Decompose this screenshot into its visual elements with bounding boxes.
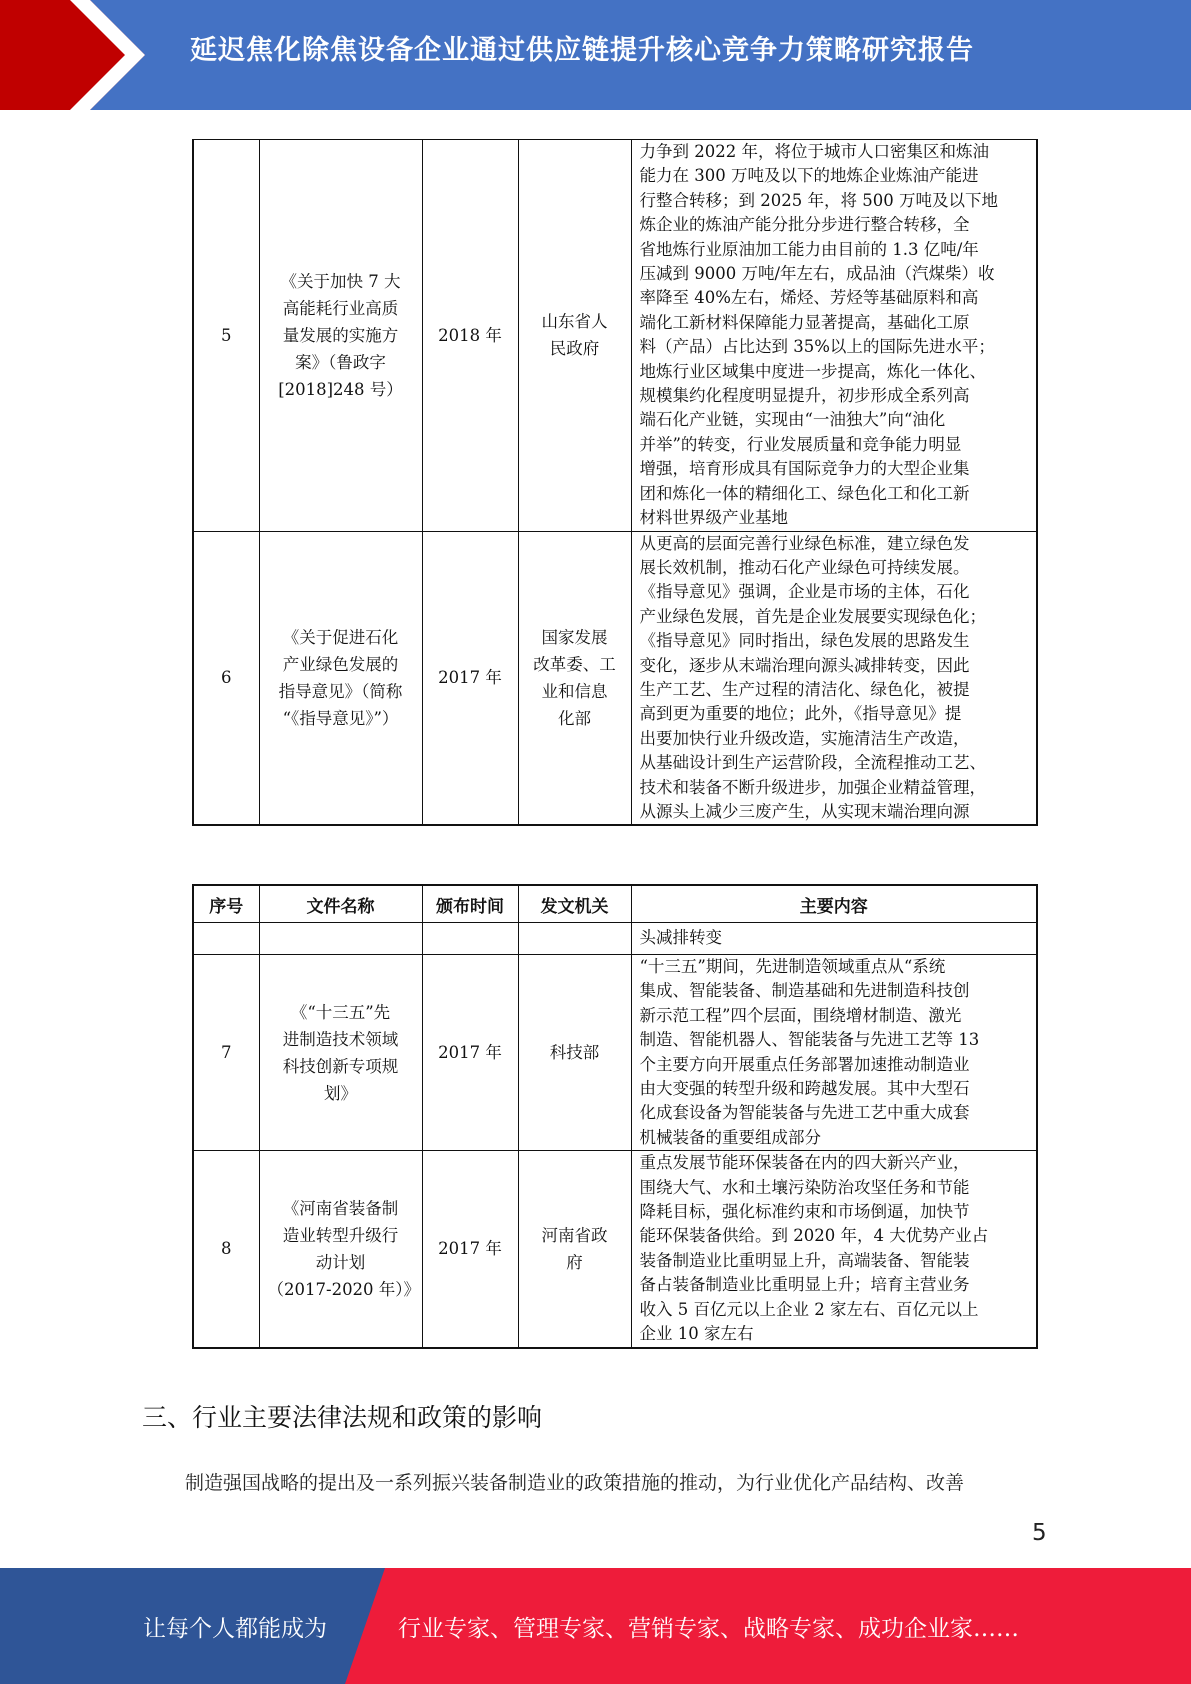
- main-content: [631, 531, 1037, 825]
- policy-table: [192, 884, 1038, 1349]
- main-content-line: 制造、智能机器人、智能装备与先进工艺等 13: [639, 1030, 980, 1050]
- row-number: 8: [193, 1151, 259, 1348]
- main-content-line: 机械装备的重要组成部分: [639, 1127, 821, 1147]
- main-content-line: 变化，逐步从末端治理向源头减排转变，因此: [639, 655, 970, 675]
- report-title: 延迟焦化除焦设备企业通过供应链提升核心竞争力策略研究报告: [190, 35, 974, 66]
- document-name: [259, 140, 422, 532]
- footer-banner: [0, 1568, 1191, 1684]
- main-content-line: 个主要方向开展重点任务部署加速推动制造业: [639, 1054, 970, 1074]
- issuing-authority-line: 山东省人: [541, 312, 608, 332]
- issuing-authority: [518, 531, 631, 825]
- header-banner: [0, 0, 1191, 110]
- policy-table-continued: [192, 139, 1038, 826]
- main-content-line: 并举”的转变，行业发展质量和竞争能力明显: [639, 434, 962, 454]
- main-content-line: 生产工艺、生产过程的清洁化、绿色化，被提: [639, 679, 970, 699]
- header-content: 主要内容: [631, 885, 1037, 923]
- main-content-line: 压减到 9000 万吨/年左右，成品油（汽煤柴）收: [639, 264, 995, 284]
- main-content-line: 集成、智能装备、制造基础和先进制造科技创: [639, 981, 970, 1001]
- document-name-line: [2018]248 号）: [278, 379, 403, 399]
- main-content-line: 能环保装备供给。到 2020 年，4 大优势产业占: [639, 1226, 989, 1246]
- continuation-text: 头减排转变: [631, 923, 1037, 955]
- main-content-line: 从源头上减少三废产生，从实现末端治理向源: [639, 801, 970, 821]
- main-content-line: 料（产品）占比达到 35%以上的国际先进水平；: [639, 337, 995, 357]
- table-header-row: [193, 885, 1037, 923]
- table-row: [193, 1151, 1037, 1348]
- section-heading: 三、行业主要法律法规和政策的影响: [142, 1403, 543, 1432]
- document-name-line: （2017-2020 年）》: [267, 1279, 421, 1299]
- main-content-line: 能力在 300 万吨及以下的地炼企业炼油产能进: [639, 166, 979, 186]
- table-row: [193, 955, 1037, 1151]
- main-content-line: 收入 5 百亿元以上企业 2 家左右、百亿元以上: [639, 1299, 979, 1319]
- main-content-line: 炼企业的炼油产能分批分步进行整合转移，全: [639, 215, 970, 235]
- document-name-line: 《“十三五”先: [290, 1002, 391, 1022]
- main-content-line: 规模集约化程度明显提升，初步形成全系列高: [639, 386, 970, 406]
- main-content-line: 展长效机制，推动石化产业绿色可持续发展。: [639, 557, 970, 577]
- main-content-line: 围绕大气、水和土壤污染防治攻坚任务和节能: [639, 1177, 970, 1197]
- main-content-line: 力争到 2022 年，将位于城市人口密集区和炼油: [639, 142, 989, 161]
- document-name-line: 《关于加快 7 大: [280, 271, 401, 291]
- header-arrow-graphic: [0, 0, 160, 110]
- main-content-line: 技术和装备不断升级进步，加强企业精益管理，: [639, 777, 986, 797]
- main-content-line: 端化工新材料保障能力显著提高，基础化工原: [639, 312, 970, 332]
- header-date: 颁布时间: [422, 885, 518, 923]
- issuing-authority-line: 民政府: [549, 339, 600, 359]
- main-content-line: 企业 10 家左右: [639, 1324, 754, 1344]
- row-number: 7: [193, 955, 259, 1151]
- header-name: 文件名称: [259, 885, 422, 923]
- page-number: 5: [1032, 1520, 1047, 1546]
- document-name: [259, 531, 422, 825]
- main-content-line: 从更高的层面完善行业绿色标准，建立绿色发: [639, 533, 970, 553]
- row-number: 5: [193, 140, 259, 532]
- issuing-authority-line: 改革委、工: [533, 654, 616, 674]
- body-paragraph: 制造强国战略的提出及一系列振兴装备制造业的政策措施的推动，为行业优化产品结构、改善: [185, 1472, 965, 1494]
- main-content-line: 降耗目标，强化标准约束和市场倒逼，加快节: [639, 1202, 970, 1222]
- main-content-line: 行整合转移；到 2025 年，将 500 万吨及以下地: [639, 190, 998, 210]
- header-issuer: 发文机关: [518, 885, 631, 923]
- issuing-authority-line: 业和信息: [541, 681, 608, 701]
- issuing-authority: [518, 140, 631, 532]
- document-name-line: 产业绿色发展的: [282, 654, 399, 674]
- issuing-authority-line: 府: [566, 1252, 583, 1272]
- document-name-line: 进制造技术领域: [282, 1029, 399, 1049]
- main-content-line: 备占装备制造业比重明显上升；培育主营业务: [639, 1275, 970, 1295]
- issuing-authority: [518, 1151, 631, 1348]
- table-row: [193, 140, 1037, 532]
- main-content-line: “十三五”期间，先进制造领域重点从“系统: [639, 957, 946, 976]
- main-content-line: 从基础设计到生产运营阶段，全流程推动工艺、: [639, 753, 986, 773]
- header-no: 序号: [193, 885, 259, 923]
- continuation-row: [193, 923, 1037, 955]
- main-content: [631, 1151, 1037, 1348]
- document-name-line: 高能耗行业高质: [282, 298, 399, 318]
- document-name-line: 动计划: [315, 1252, 366, 1272]
- main-content-line: 高到更为重要的地位；此外，《指导意见》提: [639, 704, 962, 724]
- policy-table-body: [193, 140, 1037, 826]
- footer-slogan-right: 行业专家、管理专家、营销专家、战略专家、成功企业家……: [398, 1616, 1019, 1642]
- issue-date: 2018 年: [422, 140, 518, 532]
- main-content: [631, 955, 1037, 1151]
- main-content-line: 省地炼行业原油加工能力由目前的 1.3 亿吨/年: [639, 239, 979, 259]
- document-name: [259, 1151, 422, 1348]
- main-content: [631, 140, 1037, 532]
- issue-date: 2017 年: [422, 955, 518, 1151]
- main-content-line: 新示范工程”四个层面，围绕增材制造、激光: [639, 1005, 962, 1025]
- issuing-authority-line: 科技部: [549, 1043, 600, 1063]
- document-name-line: “《指导意见》”）: [282, 708, 399, 728]
- main-content-line: 出要加快行业升级改造，实施清洁生产改造，: [639, 728, 970, 748]
- issue-date: 2017 年: [422, 1151, 518, 1348]
- main-content-line: 地炼行业区域集中度进一步提高，炼化一体化、: [639, 361, 986, 381]
- footer-slogan-left: 让每个人都能成为: [143, 1616, 327, 1642]
- issuing-authority: [518, 955, 631, 1151]
- issuing-authority-line: 化部: [558, 708, 591, 728]
- main-content-line: 重点发展节能环保装备在内的四大新兴产业，: [639, 1153, 970, 1173]
- document-name-line: 案》（鲁政字: [295, 352, 386, 372]
- document-name-line: 指导意见》（简称: [278, 681, 403, 701]
- table-row: [193, 531, 1037, 825]
- issuing-authority-line: 国家发展: [541, 627, 608, 647]
- main-content-line: 《指导意见》同时指出，绿色发展的思路发生: [639, 631, 970, 651]
- document-name-line: 划》: [324, 1083, 357, 1103]
- main-content-line: 率降至 40%左右，烯烃、芳烃等基础原料和高: [639, 288, 979, 308]
- main-content-line: 增强，培育形成具有国际竞争力的大型企业集: [639, 459, 970, 479]
- document-name-line: 造业转型升级行: [282, 1225, 399, 1245]
- main-content-line: 产业绿色发展，首先是企业发展要实现绿色化；: [639, 606, 986, 626]
- document-name-line: 《关于促进石化: [282, 627, 399, 647]
- issuing-authority-line: 河南省政: [541, 1225, 608, 1245]
- document-name: [259, 955, 422, 1151]
- main-content-line: 端石化产业链，实现由“一油独大”向“油化: [639, 410, 946, 430]
- main-content-line: 装备制造业比重明显上升，高端装备、智能装: [639, 1250, 970, 1270]
- main-content-line: 由大变强的转型升级和跨越发展。其中大型石: [639, 1079, 970, 1099]
- document-name-line: 科技创新专项规: [282, 1056, 399, 1076]
- issue-date: 2017 年: [422, 531, 518, 825]
- row-number: 6: [193, 531, 259, 825]
- document-name-line: 《河南省装备制: [282, 1198, 399, 1218]
- policy-table-body: [193, 923, 1037, 1348]
- document-name-line: 量发展的实施方: [282, 325, 399, 345]
- main-content-line: 《指导意见》强调，企业是市场的主体，石化: [639, 582, 970, 602]
- main-content-line: 团和炼化一体的精细化工、绿色化工和化工新: [639, 483, 970, 503]
- main-content-line: 材料世界级产业基地: [639, 508, 788, 528]
- main-content-line: 化成套设备为智能装备与先进工艺中重大成套: [639, 1103, 970, 1123]
